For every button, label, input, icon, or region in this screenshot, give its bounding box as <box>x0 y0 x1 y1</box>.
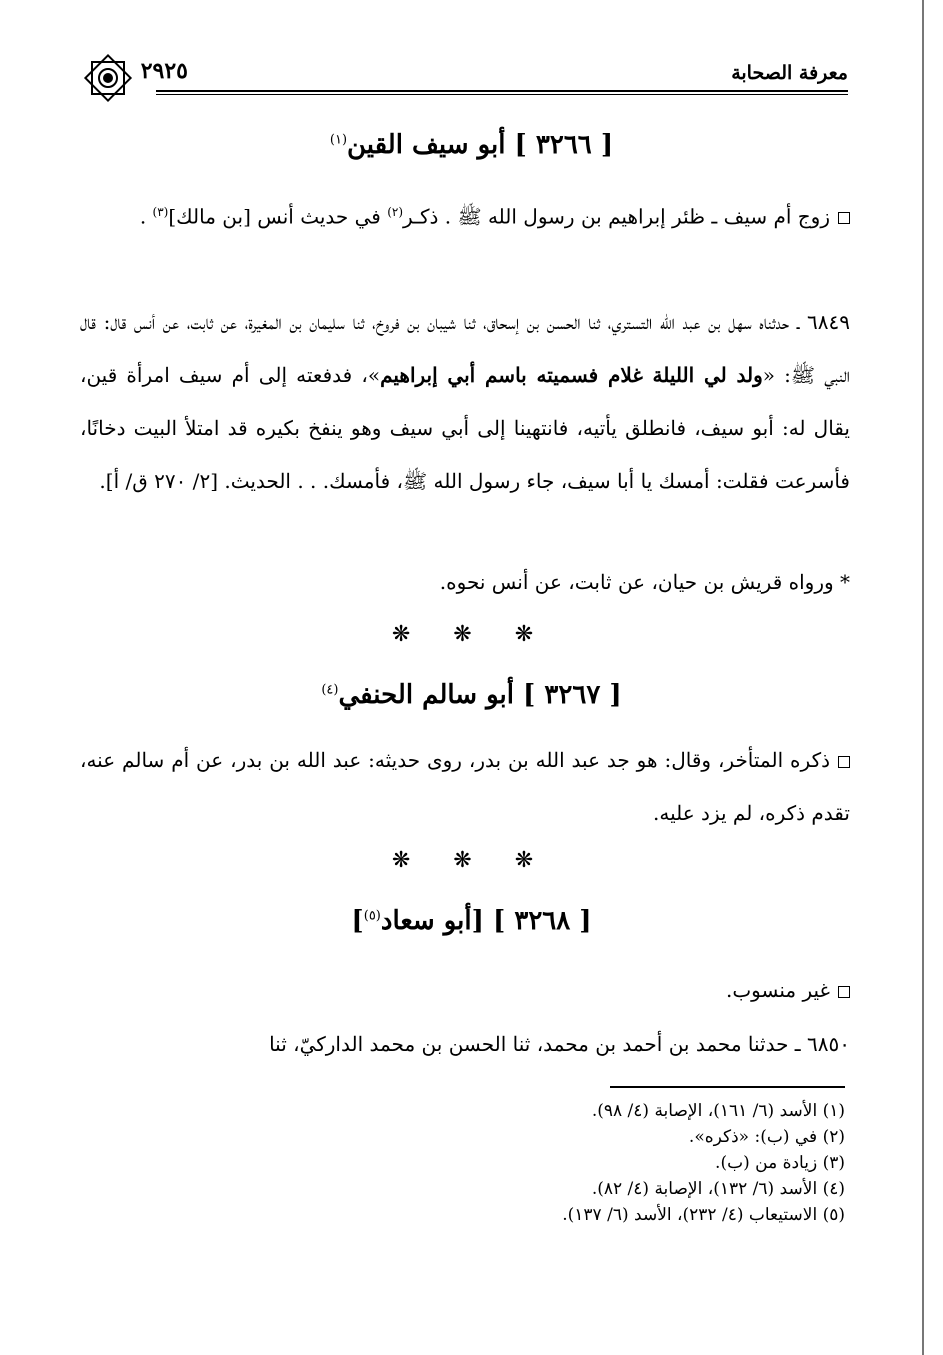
entry-heading: [ ٣٢٦٦ ] أبو سيف القين$^{(١)}$ <box>329 130 614 160</box>
footnote: (١) الأسد (٦/ ١٦١)، الإصابة (٤/ ٩٨). <box>591 1101 845 1121</box>
header-rule <box>156 90 848 92</box>
hadith-quote: ولد لي الليلة غلام فسميته باسم أبي إبراهيم <box>380 363 763 387</box>
square-bullet-icon <box>838 986 850 998</box>
footnote-ref: (٤) <box>321 682 339 698</box>
footnote-ref: (٢) <box>387 205 404 219</box>
hadith-text: ٦٨٥٠ ـ حدثنا محمد بن أحمد بن محمد، ثنا الحسن بن محمد الداركيّ، ثنا <box>269 1032 850 1056</box>
entry-heading: [ ٣٢٦٧ ] أبو سالم الحنفي$^{(٤)}$ <box>321 680 622 710</box>
header-rule-thin <box>156 94 848 95</box>
footnote-rule <box>610 1086 845 1088</box>
section-separator: ❋ ❋ ❋ <box>391 622 552 647</box>
footnote: (٣) زيادة من (ب). <box>715 1153 845 1173</box>
narration-note: * ورواه قريش بن حيان، عن ثابت، عن أنس نحوه. <box>439 570 850 594</box>
page-edge-line <box>922 0 924 1355</box>
footnote: (٢) في (ب): «ذكره». <box>688 1127 845 1147</box>
page-number: ٢٩٢٥ <box>140 58 188 84</box>
entry-intro: غير منسوب. <box>80 964 850 1017</box>
entry-heading: [ ٣٢٦٨ ] [أبو سعاد$^{(٥)}$] <box>351 906 592 936</box>
footnote-ref: (١) <box>329 132 348 148</box>
section-separator: ❋ ❋ ❋ <box>391 848 552 873</box>
footnotes <box>345 1098 845 1228</box>
square-bullet-icon <box>838 212 850 224</box>
footnote-ref: (٥) <box>363 908 381 924</box>
entry-intro: زوج أم سيف ـ ظئر إبراهيم بن رسول الله ﷺ . ذكـر$^{(٢)}$ في حديث أنس [بن مالك]$^{(٣)}$ . <box>80 186 850 244</box>
hadith-text: ٦٨٤٩ ـ حدثناه سهل بن عبد الله التستري، ثنا الحسن بن إسحاق، ثنا شيبان بن فروخ، ثنا سليمان بن المغيرة، عن ثابت، عن أنس قال: قال النبي ﷺ: «ولد لي الليلة غلام فسميته باسم أبي إبراهيم»، فدفعته إلى أم سيف امرأة قين، يقال له: أبو سيف، فانطلق يأتيه، فانتهينا إلى أبي سيف وهو ينفخ بكيره قد امتلأ البيت دخانًا، فأسرعت فقلت: أمسك يا أبا سيف، جاء رسول الله ﷺ، فأمسك. . . الحديث. [٢/ ٢٧٠ ق/ أ]. <box>80 310 851 493</box>
book-title: معرفة الصحابة <box>731 62 848 84</box>
square-bullet-icon <box>838 756 850 768</box>
footnote: (٤) الأسد (٦/ ١٣٢)، الإصابة (٤/ ٨٢). <box>591 1179 845 1199</box>
entry-intro: ذكره المتأخر، وقال: هو جد عبد الله بن بدر، روى حديثه: عبد الله بن بدر، عن أم سالم عنه، تقدم ذكره، لم يزد عليه. <box>80 748 850 825</box>
footnote: (٥) الاستيعاب (٤/ ٢٣٢)، الأسد (٦/ ١٣٧). <box>562 1205 845 1225</box>
page-header <box>78 48 848 98</box>
footnote-ref: (٣) <box>152 205 169 219</box>
